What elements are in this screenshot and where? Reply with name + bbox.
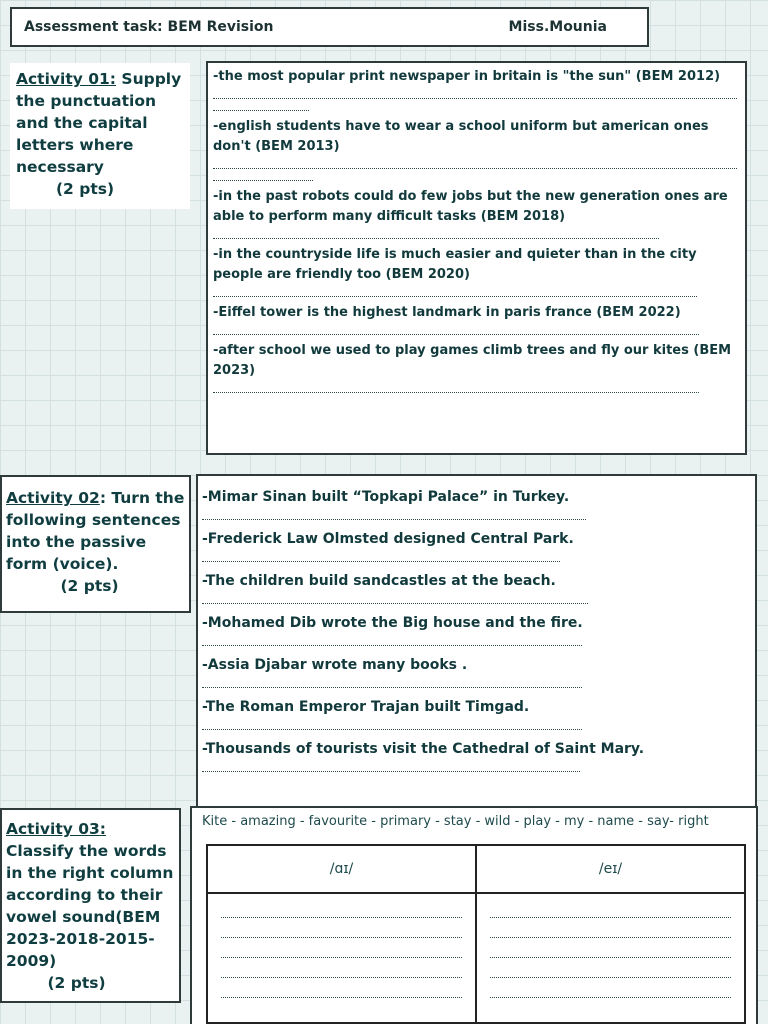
activity1-item	[213, 341, 741, 393]
column-header-ei: /eɪ/	[476, 845, 745, 893]
answer-line[interactable]	[221, 989, 462, 998]
column-header-ai: /ɑɪ/	[207, 845, 476, 893]
answer-line[interactable]	[213, 87, 737, 99]
answer-line[interactable]	[213, 285, 697, 297]
answer-line[interactable]	[202, 760, 580, 772]
activity2-sentence: -The children build sandcastles at the beach.	[202, 573, 556, 589]
activity1-item	[213, 303, 741, 335]
column-ei-answers	[476, 893, 745, 1023]
answer-line[interactable]	[221, 949, 462, 958]
page-title: Assessment task: BEM Revision	[24, 19, 274, 35]
activity1-sentence: -in the countryside life is much easier and quieter than in the city people are friendly too (BEM 2020)	[213, 247, 697, 282]
teacher-name: Miss.Mounia	[508, 19, 607, 35]
answer-line[interactable]	[221, 969, 462, 978]
activity1-panel	[206, 61, 747, 455]
activity2-label: Activity 02	[6, 489, 100, 507]
activity2-label-box	[0, 475, 191, 613]
answer-line[interactable]	[490, 949, 731, 958]
header-bar	[10, 7, 649, 47]
answer-line[interactable]	[490, 909, 731, 918]
activity1-item	[213, 187, 741, 239]
answer-line[interactable]	[213, 99, 309, 111]
answer-line[interactable]	[213, 323, 699, 335]
activity1-label-box	[10, 63, 190, 209]
activity2-panel	[196, 474, 757, 808]
activity2-points: (2 pts)	[60, 577, 119, 595]
answer-line[interactable]	[213, 227, 659, 239]
activity2-instruction: : Turn the following sentences into the passive form (voice).	[6, 489, 185, 573]
activity2-sentence: -Assia Djabar wrote many books .	[202, 657, 468, 673]
answer-line[interactable]	[202, 508, 586, 520]
activity1-instruction: Supply the punctuation and the capital letters where necessary	[16, 70, 182, 176]
answer-line[interactable]	[213, 169, 313, 181]
activity3-points: (2 pts)	[47, 974, 106, 992]
activity2-sentence: -Mimar Sinan built “Topkapi Palace” in Turkey.	[202, 489, 570, 505]
activity1-sentence: -in the past robots could do few jobs but the new generation ones are able to perform many difficult tasks (BEM 2018)	[213, 189, 728, 224]
activity3-label-box	[0, 808, 181, 1003]
activity1-sentence: -the most popular print newspaper in britain is "the sun" (BEM 2012)	[213, 69, 721, 84]
activity1-sentence: -english students have to wear a school uniform but american ones don't (BEM 2013)	[213, 119, 709, 154]
activity2-sentence: -Thousands of tourists visit the Cathedral of Saint Mary.	[202, 741, 645, 757]
answer-line[interactable]	[202, 550, 560, 562]
activity1-points: (2 pts)	[55, 180, 115, 198]
activity2-sentence: -Mohamed Dib wrote the Big house and the fire.	[202, 615, 583, 631]
answer-line[interactable]	[202, 592, 588, 604]
activity1-item	[213, 117, 741, 181]
word-bank: Kite - amazing - favourite - primary - stay - wild - play - my - name - say- right	[198, 814, 713, 829]
answer-line[interactable]	[202, 718, 582, 730]
answer-line[interactable]	[490, 969, 731, 978]
answer-line[interactable]	[202, 634, 582, 646]
answer-line[interactable]	[490, 929, 731, 938]
activity1-sentence: -after school we used to play games climb trees and fly our kites (BEM 2023)	[213, 343, 732, 378]
column-ai-answers	[207, 893, 476, 1023]
vowel-table	[206, 844, 746, 1024]
activity1-label: Activity 01:	[16, 70, 117, 88]
activity3-label: Activity 03:	[6, 820, 107, 838]
activity3-instruction: Classify the words in the right column according to their vowel sound(BEM 2023-2018-2015-2009)	[6, 842, 174, 970]
answer-line[interactable]	[221, 909, 462, 918]
answer-line[interactable]	[213, 157, 737, 169]
activity2-sentence: -The Roman Emperor Trajan built Timgad.	[202, 699, 530, 715]
activity1-item	[213, 245, 741, 297]
activity2-sentence: -Frederick Law Olmsted designed Central Park.	[202, 531, 574, 547]
answer-line[interactable]	[490, 989, 731, 998]
answer-line[interactable]	[202, 676, 582, 688]
activity1-item	[213, 67, 741, 111]
activity1-sentence: -Eiffel tower is the highest landmark in paris france (BEM 2022)	[213, 305, 681, 320]
answer-line[interactable]	[213, 381, 699, 393]
answer-line[interactable]	[221, 929, 462, 938]
